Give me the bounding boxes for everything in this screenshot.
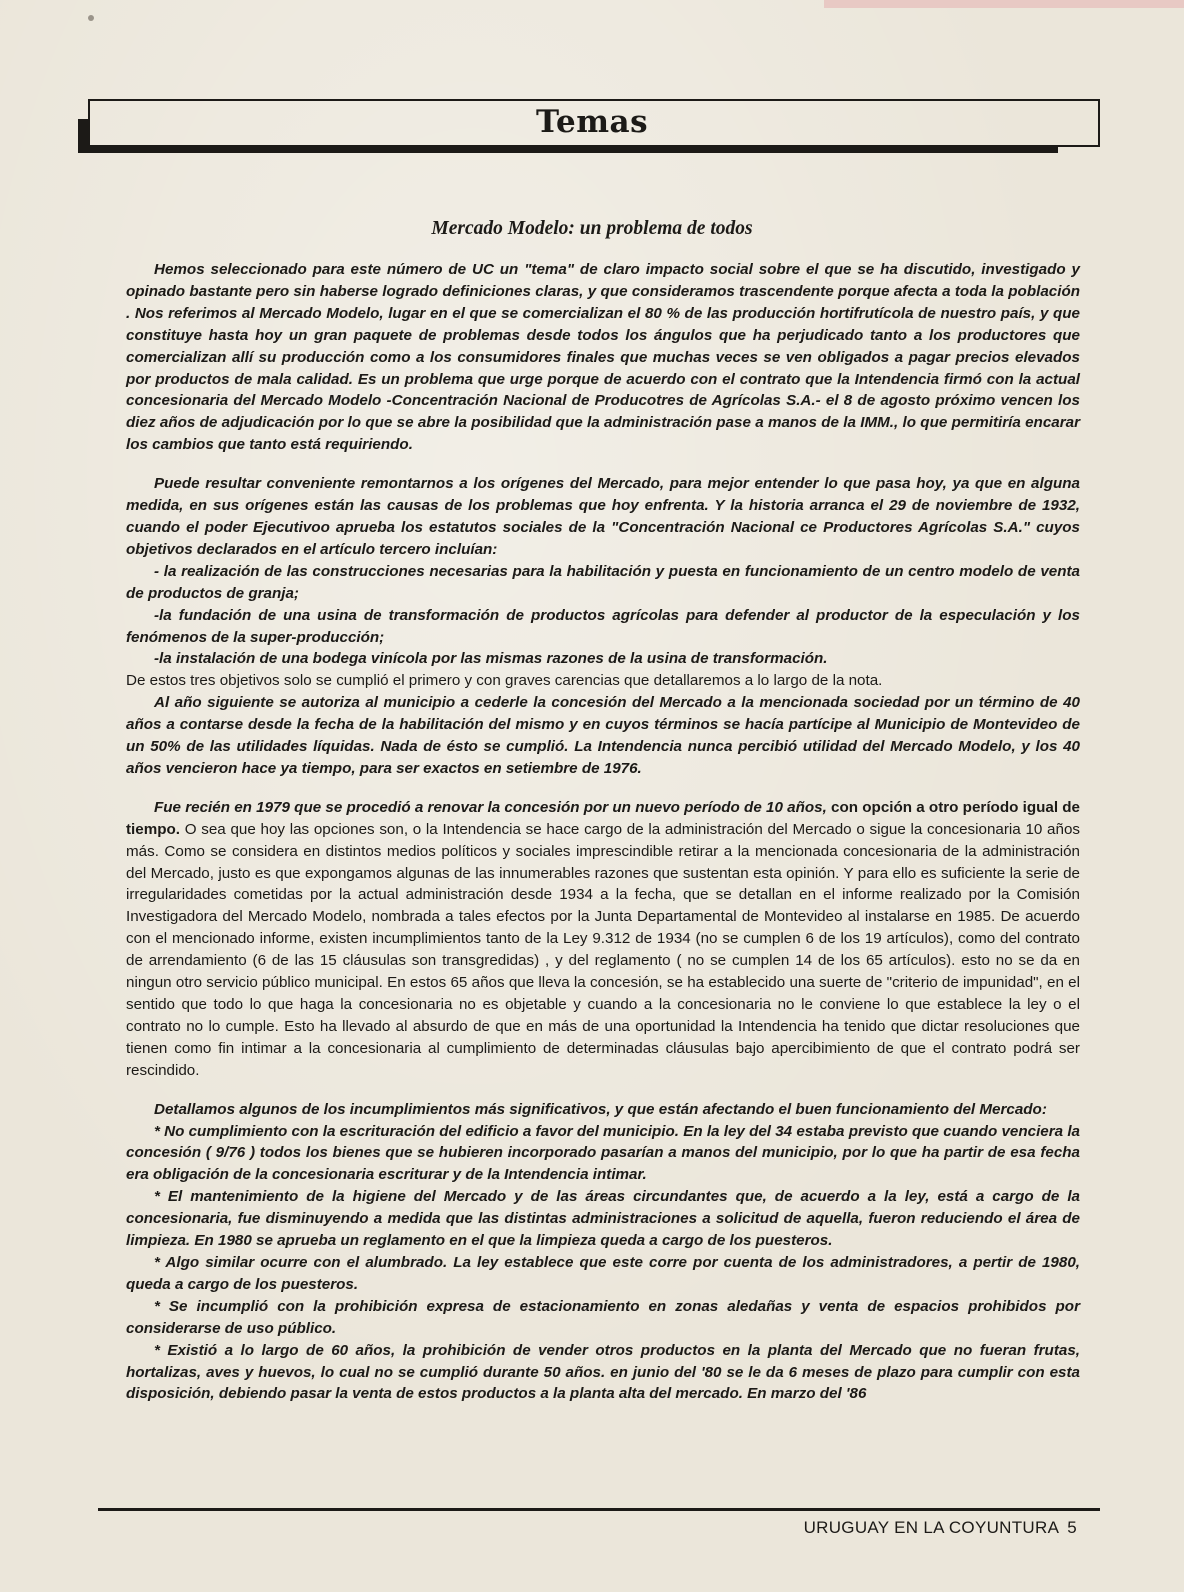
footer-rule — [98, 1508, 1100, 1511]
page-number: 5 — [1067, 1518, 1077, 1537]
objective-item: -la fundación de una usina de transformación de productos agrícolas para defender al productor de la especulación y los fenómenos de la super-producción; — [126, 606, 1080, 646]
objectives-note: De estos tres objetivos solo se cumplió el primero y con graves carencias que detallaremos a lo largo de la nota. — [126, 672, 883, 690]
print-speck — [88, 15, 94, 21]
objective-item: -la instalación de una bodega vinícola por las mismas razones de la usina de transformación. — [154, 650, 828, 668]
footer — [0, 1518, 1077, 1538]
breach-item: * No cumplimiento con la escrituración del edificio a favor del municipio. En la ley del 34 estaba previsto que cuando venciera la concesión ( 9/76 ) todos los bienes que se hubieren incorporado pasarían a manos del municipio, por lo que ha partir de esa fecha era obligación de la concesionaria escriturar y de la Intendencia intimar. — [126, 1122, 1080, 1184]
renewal-text: O sea que hoy las opciones son, o la Intendencia se hace cargo de la administración del Mercado o sigue la concesionaria 10 años más. Como se considera en distintos medios políticos y sociales imprescindible retirar a la mencionada concesionaria de la administración del Mercado, justo es que expongamos algunas de las innumerables razones que sustentan esta opinión. Y para ello es suficiente la serie de irregularidades cometidas por la actual administración desde 1934 a la fecha, que se detallan en el informe realizado por la Comisión Investigadora del Mercado Modelo, nombrada a tales efectos por la Junta Departamental de Montevideo al instalarse en 1985. De acuerdo con el mencionado informe, existen incumplimientos tanto de la Ley 9.312 de 1934 (no se cumplen 6 de los 19 artículos), como del contrato de arrendamiento (6 de las 15 cláusulas son transgredidas) , y del reglamento ( no se cumplen 14 de los 65 artículos). esto no se da en ningun otro servicio público municipal. En estos 65 años que lleva la concesión, se ha establecido una suerte de "criterio de impunidad", en el sentido que todo lo que haga la concesionaria no es objetable y cuando a la concesionaria no le conviene lo que establece la ley o el contrato no lo cumple. Esto ha llevado al absurdo de que en más de una oportunidad la Intendencia ha tenido que dictar resoluciones que tienen como fin intimar a la concesionaria al cumplimiento de determinadas cláusulas bajo apercibimiento de que el contrato podrá ser rescindido. — [126, 820, 1080, 1079]
breach-item: * El mantenimiento de la higiene del Mercado y de las áreas circundantes que, de acuerdo a la ley, está a cargo de la concesionaria, fue disminuyendo a medida que las distintas administraciones a solicitud de aquella, fueron reduciendo el área de limpieza. En 1980 se aprueba un reglamento en el que la limpieza queda a cargo de los puesteros. — [126, 1188, 1080, 1250]
objective-item: - la realización de las construcciones necesarias para la habilitación y puesta en funcionamiento de un centro modelo de venta de productos de granja; — [126, 562, 1080, 602]
section-title: Temas — [535, 104, 649, 140]
corner-tab — [824, 0, 1184, 8]
renewal-bold: con opción a otro período igual de tiempo. — [126, 798, 1080, 838]
intro-paragraph: Hemos seleccionado para este número de UC un "tema" de claro impacto social sobre el que se ha discutido, investigado y opinado bastante pero sin haberse logrado definiciones claras, y que consideramos trascendente porque afecta a toda la población . Nos referimos al Mercado Modelo, lugar en el que se comercializan el 80 % de las producción hortifrutícola de nuestro país, y que constituye hasta hoy un gran paquete de problemas desde todos los ángulos que ha perjudicado tanto a los productores que comercializan allí su producción como a los consumidores finales que muchas veces se ven obligados a pagar precios elevados por productos de mala calidad. Es un problema que urge porque de acuerdo con el contrato que la Intendencia firmó con la actual concesionaria del Mercado Modelo -Concentración Nacional de Producotres de Agrícolas S.A.- el 8 de agosto próximo vencen los diez años de adjudicación por lo que se abre la posibilidad que la administración pase a manos de la IMM., lo que permitiría encarar los cambios que tanto está requiriendo. — [126, 261, 1080, 454]
article-body — [126, 259, 1080, 1405]
history-paragraph: Puede resultar conveniente remontarnos a los orígenes del Mercado, para mejor entender lo que pasa hoy, ya que en alguna medida, en sus orígenes están las causas de los problemas que hoy enfrenta. Y la historia arranca el 29 de noviembre de 1932, cuando el poder Ejecutivoo aprueba los estatutos sociales de la "Concentración Nacional ce Productores Agrícolas S.A." cuyos objetivos declarados en el artículo tercero incluían: — [126, 475, 1080, 558]
header-shadow-bottom — [78, 147, 1058, 153]
breach-item: * Algo similar ocurre con el alumbrado. La ley establece que este corre por cuenta de los administradores, a pertir de 1980, queda a cargo de los puesteros. — [126, 1253, 1080, 1293]
renewal-paragraph — [126, 797, 1080, 1082]
article-title: Mercado Modelo: un problema de todos — [431, 218, 753, 239]
publication-name: URUGUAY EN LA COYUNTURA — [803, 1518, 1060, 1537]
breach-item: * Se incumplió con la prohibición expresa de estacionamiento en zonas aledañas y venta de espacios prohibidos por considerarse de uso público. — [126, 1297, 1080, 1337]
renewal-italic: Fue recién en 1979 que se procedió a renovar la concesión por un nuevo período de 10 años, — [154, 798, 827, 816]
breach-item: * Existió a lo largo de 60 años, la prohibición de vender otros productos en la planta del Mercado que no fueran frutas, hortalizas, aves y huevos, lo cual no se cumplió durante 50 años. en junio del '80 se le da 6 meses de plazo para cumplir con esta disposición, debiendo pasar la venta de estos productos a la planta alta del mercado. En marzo del '86 — [126, 1341, 1080, 1403]
concession-paragraph: Al año siguiente se autoriza al municipio a cederle la concesión del Mercado a la mencionada sociedad por un término de 40 años a contarse desde la fecha de la habilitación del mismo y en cuyos términos se hacía partícipe al Municipio de Montevideo de un 50% de las utilidades líquidas. Nada de ésto se cumplió. La Intendencia nunca percibió utilidad del Mercado Modelo, y los 40 años vencieron hace ya tiempo, para ser exactos en setiembre de 1976. — [126, 694, 1080, 777]
breaches-intro: Detallamos algunos de los incumplimientos más significativos, y que están afectando el buen funcionamiento del Mercado: — [154, 1100, 1047, 1118]
